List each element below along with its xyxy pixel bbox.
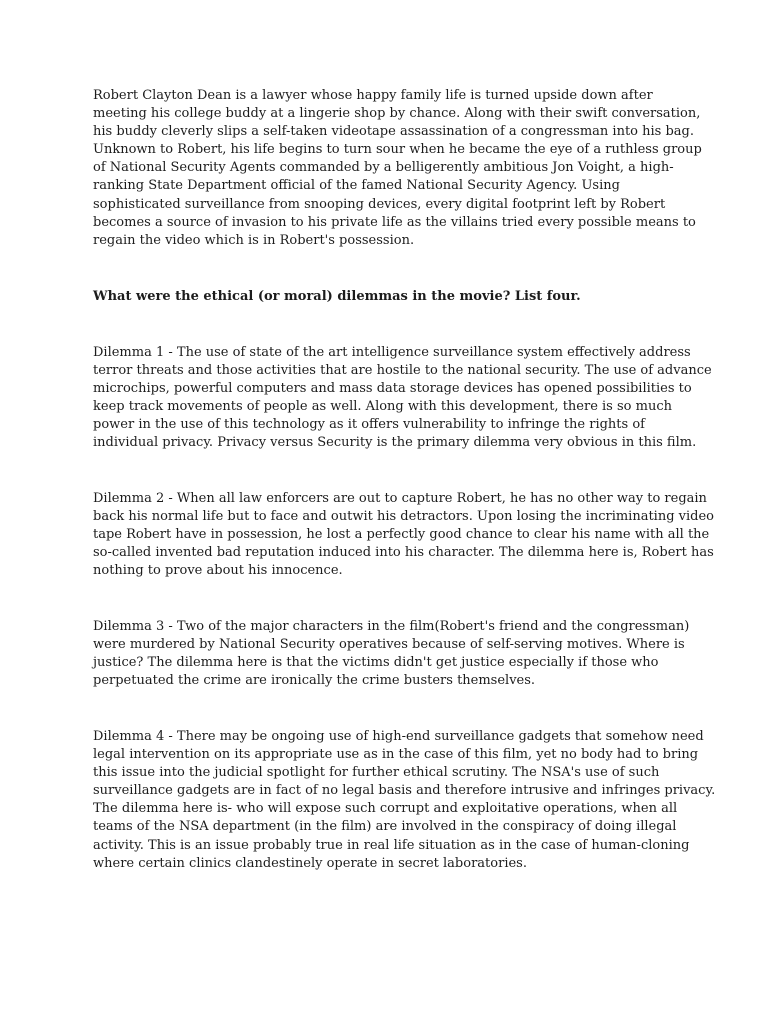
dilemma-4-line: activity. This is an issue probably true in real life situation as in the case of human-cloning [93,837,690,853]
intro-line: of National Security Agents commanded by a belligerently ambitious Jon Voight, a high- [93,160,674,176]
dilemma-1-line: terror threats and those activities that are hostile to the national security. The use of advance [93,363,712,379]
dilemma-3-line: perpetuated the crime are ironically the crime busters themselves. [93,673,536,689]
dilemma-3-line: justice? The dilemma here is that the victims didn't get justice especially if those who [93,655,659,671]
question-text: What were the ethical (or moral) dilemmas in the movie? List four. [93,289,581,304]
intro-line: meeting his college buddy at a lingerie shop by chance. Along with their swift conversation, [93,106,701,122]
intro-line: becomes a source of invasion to his private life as the villains tried every possible means to [93,214,696,230]
dilemma-2-line: back his normal life but to face and outwit his detractors. Upon losing the incriminating video [93,509,715,525]
intro-paragraph [93,87,702,250]
dilemma-3-line: Dilemma 3 - Two of the major characters in the film(Robert's friend and the congressman) [93,619,690,634]
intro-line: Robert Clayton Dean is a lawyer whose happy family life is turned upside down after [93,88,653,103]
intro-line: Unknown to Robert, his life begins to turn sour when he became the eye of a ruthless group [93,142,702,158]
dilemma-1-line: microchips, powerful computers and mass data storage devices has opened possibilities to [93,381,692,397]
question-heading [93,288,693,306]
dilemma-2-line: nothing to prove about his innocence. [93,563,343,579]
dilemma-4-line: where certain clinics clandestinely operate in secret laboratories. [93,855,527,871]
dilemma-1-line: Dilemma 1 - The use of state of the art intelligence surveillance system effectively address [93,345,691,360]
dilemma-4-paragraph [93,728,716,873]
intro-line: ranking State Department official of the famed National Security Agency. Using [93,178,620,194]
intro-line: regain the video which is in Robert's possession. [93,232,415,248]
dilemma-1-line: individual privacy. Privacy versus Security is the primary dilemma very obvious in this film. [93,435,697,451]
intro-line: sophisticated surveillance from snooping devices, every digital footprint left by Robert [93,196,666,212]
dilemma-2-line: tape Robert have in possession, he lost a perfectly good chance to clear his name with all the [93,527,710,543]
dilemma-2-paragraph [93,490,715,580]
dilemma-3-line: were murdered by National Security operatives because of self-serving motives. Where is [93,637,685,653]
dilemma-4-line: Dilemma 4 - There may be ongoing use of high-end surveillance gadgets that somehow need [93,729,704,744]
dilemma-3-paragraph [93,618,693,690]
dilemma-4-line: teams of the NSA department (in the film) are involved in the conspiracy of doing illegal [93,819,677,835]
dilemma-1-paragraph [93,344,712,453]
dilemma-4-line: surveillance gadgets are in fact of no legal basis and therefore intrusive and infringes privacy. [93,783,716,799]
intro-line: his buddy cleverly slips a self-taken videotape assassination of a congressman into his bag. [93,124,694,140]
dilemma-1-line: keep track movements of people as well. Along with this development, there is so much [93,399,672,415]
dilemma-2-line: so-called invented bad reputation induced into his character. The dilemma here is, Robert has [93,545,714,561]
dilemma-4-line: this issue into the judicial spotlight for further ethical scrutiny. The NSA's use of such [93,765,660,781]
dilemma-2-line: Dilemma 2 - When all law enforcers are out to capture Robert, he has no other way to regain [93,491,707,506]
dilemma-1-line: power in the use of this technology as it offers vulnerability to infringe the rights of [93,417,645,433]
dilemma-4-line: legal intervention on its appropriate use as in the case of this film, yet no body had to bring [93,747,699,763]
dilemma-4-line: The dilemma here is- who will expose such corrupt and exploitative operations, when all [93,801,678,817]
